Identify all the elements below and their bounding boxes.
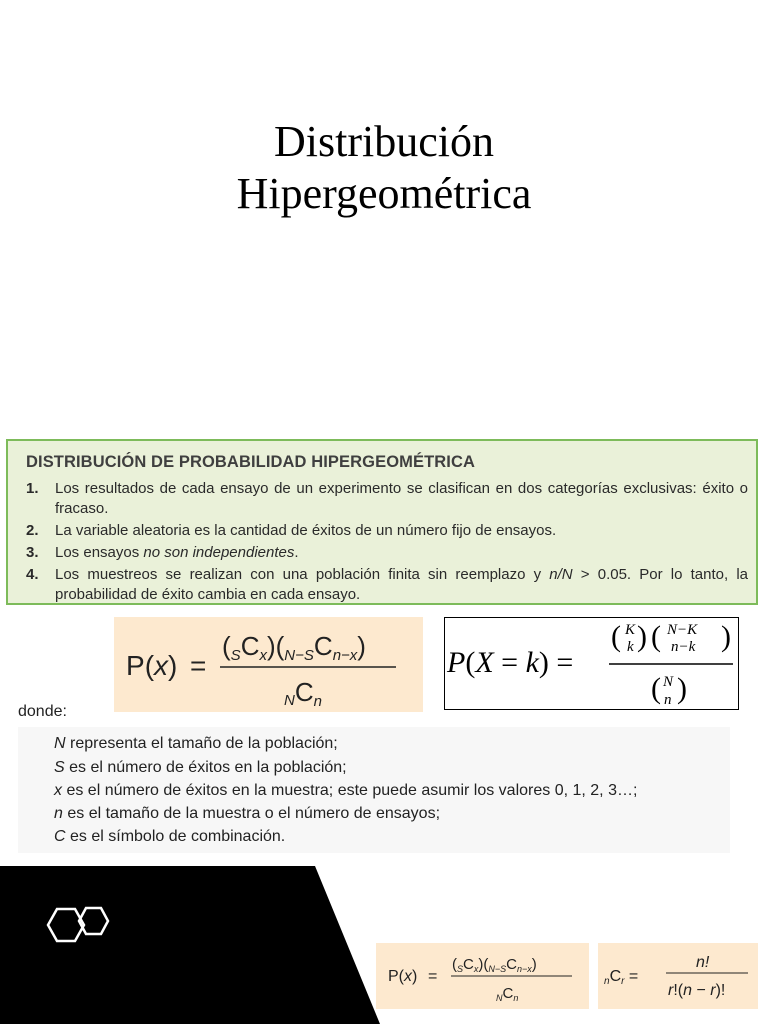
- item-number: 3.: [26, 544, 39, 561]
- definition-text: es el número de éxitos en la población;: [64, 759, 347, 776]
- item-text-part: > 0.05. Por lo tanto, la probabilidad de éxito cambia en cada ensayo.: [55, 566, 748, 603]
- svg-text:k: k: [627, 639, 634, 655]
- definition-text: es el número de éxitos en la muestra; este puede asumir los valores 0, 1, 2, 3…;: [62, 782, 638, 799]
- svg-text:(: (: [651, 672, 661, 705]
- hypergeometric-formula-small: [376, 943, 589, 1009]
- svg-text:): ): [721, 620, 731, 653]
- svg-text:N: N: [663, 674, 674, 690]
- definition-line: [54, 735, 338, 753]
- hypergeometric-formula: [114, 617, 423, 712]
- item-text-part: Los muestreos se realizan con una población finita sin reemplazo y: [55, 566, 550, 583]
- item-text-part: Los ensayos: [55, 544, 144, 561]
- svg-text:P(x): P(x): [388, 968, 418, 985]
- definition-text: representa el tamaño de la población;: [65, 735, 338, 752]
- svg-text:P(X = k) =: P(X = k) =: [447, 646, 574, 679]
- item-text-part: .: [294, 544, 299, 561]
- definitions-block: [18, 727, 730, 853]
- definition-line: [54, 828, 285, 846]
- svg-text:n−k: n−k: [671, 639, 696, 655]
- box-heading: DISTRIBUCIÓN DE PROBABILIDAD HIPERGEOMÉTRICA: [26, 453, 475, 471]
- definition-symbol: S: [54, 759, 65, 776]
- hexagons-icon: [0, 866, 380, 1024]
- definition-symbol: C: [54, 828, 66, 845]
- svg-text:(: (: [611, 620, 621, 653]
- title-line-2: Hipergeométrica: [236, 169, 532, 218]
- svg-text:=: =: [190, 650, 207, 681]
- item-text: [55, 543, 748, 563]
- definition-text: es el tamaño de la muestra o el número de ensayos;: [62, 805, 441, 822]
- svg-text:NCn: $_NC_n$: [496, 985, 519, 1003]
- svg-text:): ): [677, 672, 687, 705]
- page-title: [0, 116, 768, 220]
- list-item: [26, 543, 748, 563]
- definition-symbol: n: [54, 805, 63, 822]
- decorative-panel: [0, 866, 380, 1024]
- item-text-italic: n/N: [549, 566, 573, 583]
- list-item: [26, 479, 748, 519]
- formula-graphic: [598, 943, 758, 1009]
- svg-text:nCr =: nCr =: [604, 968, 639, 987]
- formula-graphic: [376, 943, 589, 1009]
- list-item: [26, 565, 748, 605]
- donde-label: donde:: [18, 703, 67, 720]
- definition-symbol: x: [54, 782, 62, 799]
- svg-text:(SCx)(N−SCn−x): (SCx)(N−SCn−x): [222, 631, 366, 664]
- definition-text: es el símbolo de combinación.: [65, 828, 286, 845]
- item-number: 2.: [26, 522, 39, 539]
- svg-text:P(x): P(x): [126, 650, 178, 681]
- svg-text:n!: n!: [696, 954, 710, 971]
- properties-list: [26, 479, 748, 607]
- formula-graphic: [114, 617, 423, 712]
- svg-text:K: K: [625, 622, 636, 638]
- definition-line: [54, 805, 440, 823]
- item-number: 1.: [26, 480, 39, 497]
- item-text: La variable aleatoria es la cantidad de éxitos de un número fijo de ensayos.: [55, 522, 557, 539]
- svg-text:NCn: NCn: [284, 677, 322, 710]
- svg-text:N−K: N−K: [667, 622, 698, 638]
- definition-line: [54, 759, 347, 777]
- definition-box: [6, 439, 758, 605]
- svg-text:=: =: [428, 968, 438, 985]
- svg-text:r!(n − r)!: r!(n − r)!: [668, 982, 726, 999]
- formula-graphic: [445, 618, 738, 709]
- svg-text:n: n: [664, 692, 672, 708]
- list-item: [26, 521, 748, 541]
- binomial-formula: [444, 617, 739, 710]
- svg-text:): ): [637, 620, 647, 653]
- definition-line: [54, 782, 637, 800]
- item-number: 4.: [26, 566, 39, 583]
- item-text-italic: no son independientes: [143, 544, 295, 561]
- title-line-1: Distribución: [274, 117, 494, 166]
- item-text: Los resultados de cada ensayo de un experimento se clasifican en dos categorías exclusivas: éxito o fracaso.: [55, 480, 748, 517]
- svg-text:(: (: [651, 620, 661, 653]
- item-text: [55, 565, 748, 605]
- definition-symbol: N: [54, 735, 66, 752]
- combination-formula: [598, 943, 758, 1009]
- svg-text:(SCx)(N−SCn−x): $(_SC_x)(_{N-S}C_{n-x})$: [452, 956, 537, 974]
